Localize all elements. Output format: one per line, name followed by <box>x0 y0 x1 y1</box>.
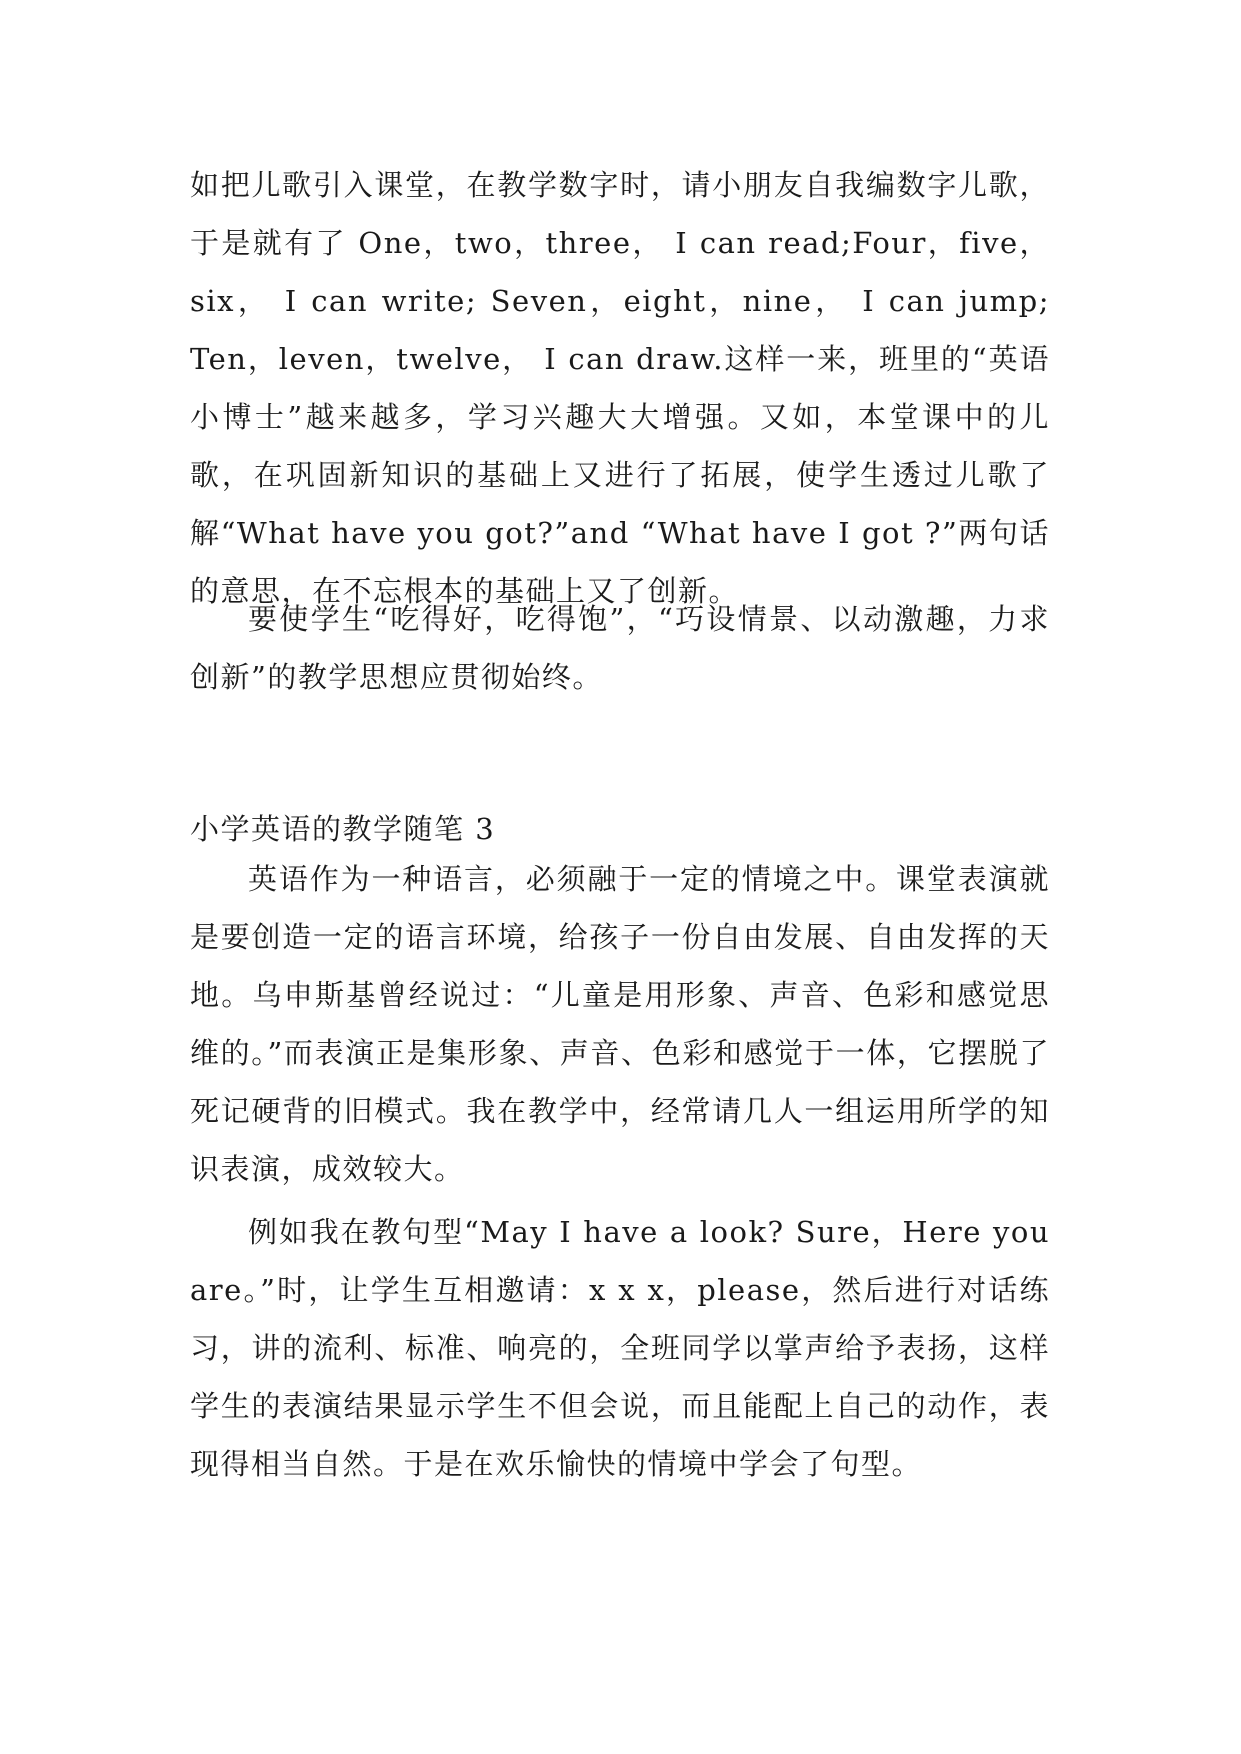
section-heading: 小学英语的教学随笔 3 <box>190 812 496 846</box>
paragraph-children-songs <box>190 156 1050 620</box>
paragraph-text: 英语作为一种语言，必须融于一定的情境之中。课堂表演就是要创造一定的语言环境，给孩子一份自由发展、自由发挥的天地。乌申斯基曾经说过：“儿童是用形象、声音、色彩和感觉思维的。”而表演正是集形象、声音、色彩和感觉于一体，它摆脱了死记硬背的旧模式。我在教学中，经常请几人一组运用所学的知识表演，成效较大。 <box>190 862 1050 1186</box>
paragraph-text: 如把儿歌引入课堂，在教学数字时，请小朋友自我编数字儿歌，于是就有了 One，two，three， I can read;Four，five，six， I can write; Seven，eight，nine， I can jump; Ten，leven，twelve， I can draw.这样一来，班里的“英语小博士”越来越多，学习兴趣大大增强。又如，本堂课中的儿歌，在巩固新知识的基础上又进行了拓展，使学生透过儿歌了解“What have you got?”and “What have I got ?”两句话的意思，在不忘根本的基础上又了创新。 <box>190 168 1050 608</box>
paragraph-performance <box>190 850 1050 1198</box>
paragraph-example <box>190 1203 1050 1493</box>
paragraph-text: 例如我在教句型“May I have a look? Sure，Here you are。”时，让学生互相邀请：x x x，please，然后进行对话练习，讲的流利、标准、响亮的，全班同学以掌声给予表扬，这样学生的表演结果显示学生不但会说，而且能配上自己的动作，表现得相当自然。于是在欢乐愉快的情境中学会了句型。 <box>190 1215 1050 1481</box>
paragraph-teaching-thought <box>190 590 1050 706</box>
paragraph-text: 要使学生“吃得好，吃得饱”，“巧设情景、以动激趣，力求创新”的教学思想应贯彻始终。 <box>190 602 1050 694</box>
